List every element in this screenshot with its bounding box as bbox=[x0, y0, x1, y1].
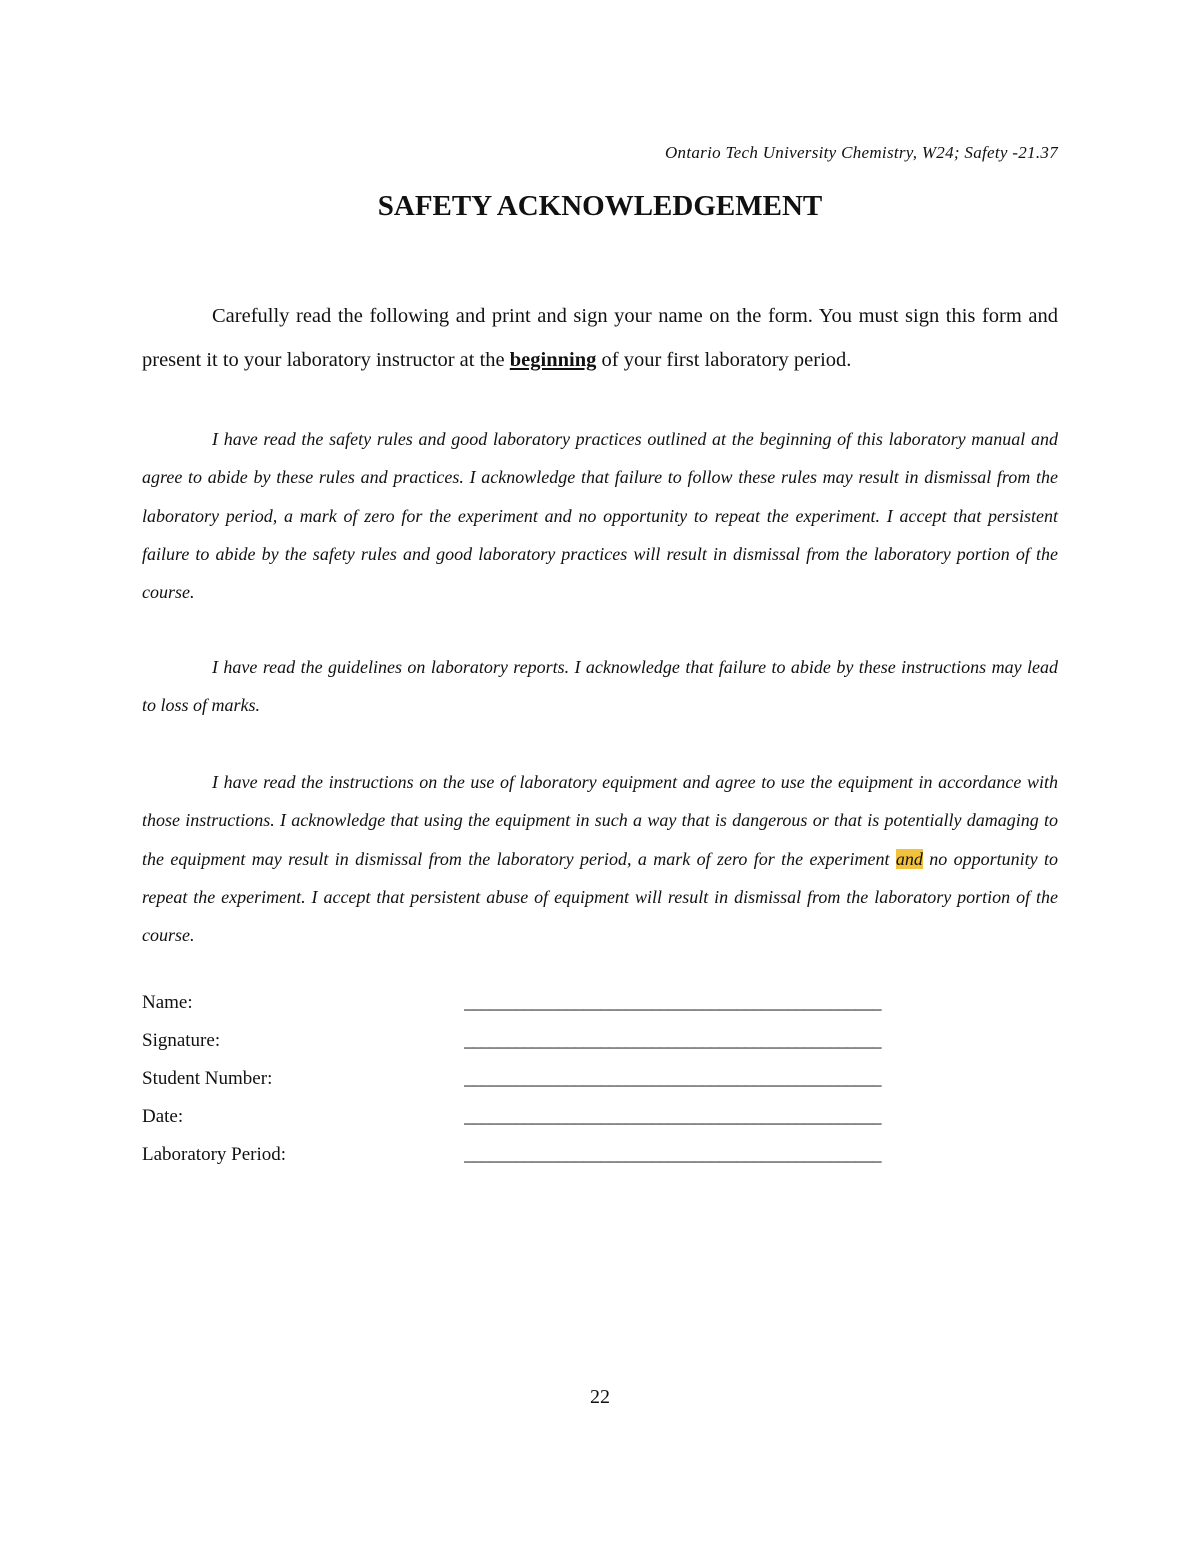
highlighted-word: and bbox=[895, 848, 923, 869]
intro-emphasis: beginning bbox=[509, 349, 597, 371]
student-number-blank-line[interactable]: _________________________________________________ bbox=[464, 1068, 881, 1089]
field-label-laboratory-period: Laboratory Period: bbox=[142, 1144, 287, 1165]
field-label-signature: Signature: bbox=[142, 1030, 221, 1051]
lab-reports-clause: I have read the guidelines on laboratory reports. I acknowledge that failure to abide by these instructions may lead to loss of marks. bbox=[142, 657, 1058, 716]
field-label-name: Name: bbox=[142, 992, 193, 1013]
form-row-signature bbox=[142, 1030, 1058, 1068]
equipment-clause-before: I have read the instructions on the use of laboratory equipment and agree to use the equipment in accordance with those instructions. I acknowledge that using the equipment in such a way that is dangerous or that is potentially damaging to the equipment may result in dismissal from the laboratory period, a mark of zero for the experiment bbox=[142, 772, 1058, 869]
equipment-clause bbox=[142, 763, 1058, 954]
form-row-laboratory-period bbox=[142, 1144, 1058, 1182]
form-row-student-number bbox=[142, 1068, 1058, 1106]
field-label-student-number: Student Number: bbox=[142, 1068, 273, 1089]
equipment-clause-after: no opportunity to repeat the experiment. I accept that persistent abuse of equipment will result in dismissal from the laboratory portion of the course. bbox=[142, 848, 1058, 946]
name-blank-line[interactable]: _________________________________________________ bbox=[464, 992, 881, 1013]
form-row-date bbox=[142, 1106, 1058, 1144]
signature-blank-line[interactable]: _________________________________________________ bbox=[464, 1030, 881, 1051]
date-blank-line[interactable]: _________________________________________________ bbox=[464, 1106, 881, 1127]
intro-text-after: of your first laboratory period. bbox=[596, 349, 852, 371]
page-title: SAFETY ACKNOWLEDGEMENT bbox=[377, 190, 823, 222]
signature-form bbox=[142, 992, 1058, 1182]
intro-paragraph bbox=[142, 294, 1058, 382]
field-label-date: Date: bbox=[142, 1106, 184, 1127]
safety-rules-clause: I have read the safety rules and good laboratory practices outlined at the beginning of this laboratory manual and agree to abide by these rules and practices. I acknowledge that failure to follow these rules may result in dismissal from the laboratory period, a mark of zero for the experiment and no opportunity to repeat the experiment. I accept that persistent failure to abide by the safety rules and good laboratory practices will result in dismissal from the laboratory portion of the course. bbox=[142, 429, 1058, 603]
laboratory-period-blank-line[interactable]: _________________________________________________ bbox=[464, 1144, 881, 1165]
page-number: 22 bbox=[590, 1386, 610, 1408]
intro-text-before: Carefully read the following and print and sign your name on the form. You must sign this form and present it to your laboratory instructor at the bbox=[142, 305, 1058, 371]
running-header: Ontario Tech University Chemistry, W24; Safety -21.37 bbox=[664, 143, 1058, 162]
form-row-name bbox=[142, 992, 1058, 1030]
